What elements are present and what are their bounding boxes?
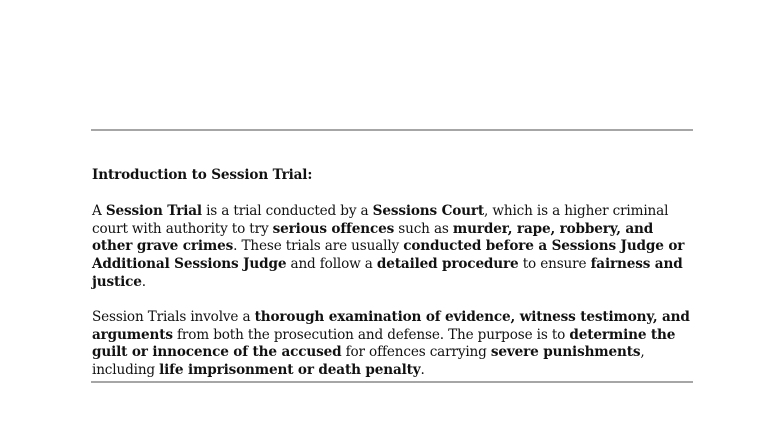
body-text: . <box>420 362 425 379</box>
top-divider <box>91 129 693 131</box>
body-text: and follow a <box>286 256 377 273</box>
body-text: A <box>92 202 106 219</box>
paragraph-1 <box>92 203 692 292</box>
section-heading: Introduction to Session Trial: <box>92 167 313 183</box>
emphasis-text: life imprisonment or death penalty <box>159 362 421 379</box>
body-text: . <box>141 273 146 290</box>
document-body <box>92 167 692 380</box>
emphasis-text: determine the guilt or innocence of the accused <box>92 326 676 361</box>
paragraph-2 <box>92 309 692 380</box>
emphasis-text: conducted before a Sessions Judge or Additional Sessions Judge <box>92 238 685 273</box>
body-text: is a trial conducted by a <box>201 202 373 219</box>
body-text: from both the prosecution and defense. The purpose is to <box>172 326 570 343</box>
bottom-divider <box>91 381 693 383</box>
emphasis-text: detailed procedure <box>376 256 519 273</box>
emphasis-text: Session Trial <box>105 202 202 219</box>
emphasis-text: murder, rape, robbery, and other grave crimes <box>92 220 654 255</box>
body-text: to ensure <box>518 256 591 273</box>
emphasis-text: thorough examination of evidence, witness testimony, and arguments <box>92 308 690 343</box>
body-text: for offences carrying <box>341 344 491 361</box>
emphasis-text: fairness and justice <box>92 256 683 290</box>
body-text: Session Trials involve a <box>92 308 255 325</box>
body-text: . These trials are usually <box>233 238 404 255</box>
body-text: , including <box>92 344 645 379</box>
emphasis-text: Sessions Court <box>372 202 485 219</box>
emphasis-text: serious offences <box>272 220 395 237</box>
emphasis-text: severe punishments <box>490 344 641 361</box>
body-text: , which is a higher criminal court with authority to try <box>92 202 669 237</box>
body-text: such as <box>394 220 453 237</box>
